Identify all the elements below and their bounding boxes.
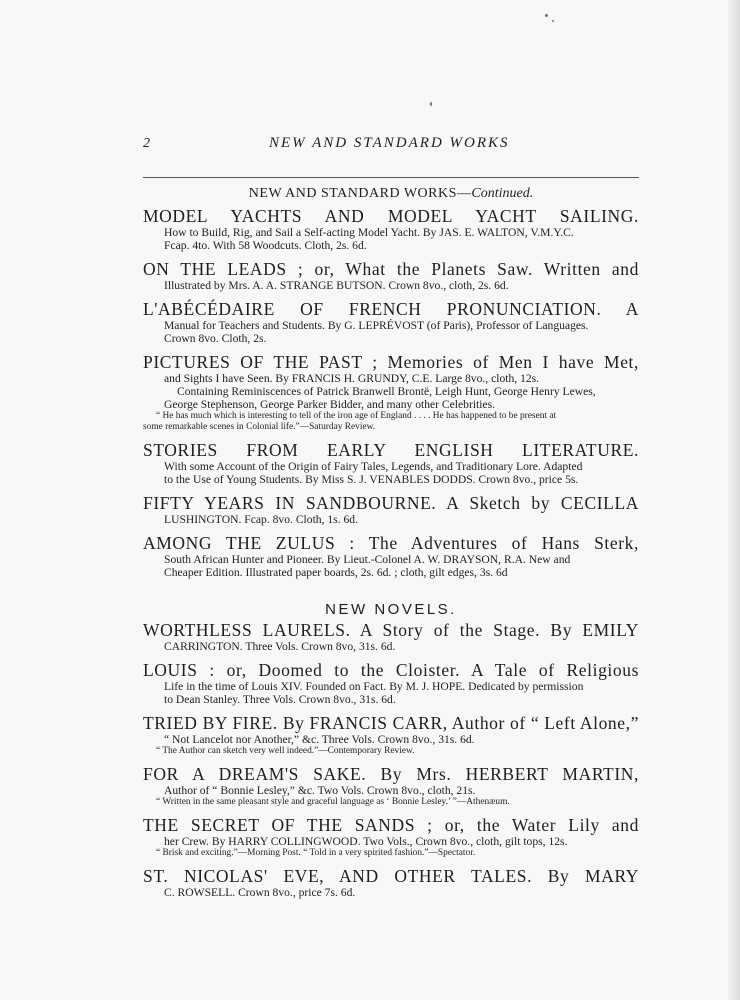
book-title: STORIES FROM EARLY ENGLISH LITERATURE. <box>143 440 639 460</box>
novel-entry <box>143 620 639 653</box>
book-description: George Stephenson, George Parker Bidder, and many other Celebrities. <box>164 398 496 411</box>
book-title: PICTURES OF THE PAST ; Memories of Men I have Met, <box>143 352 639 372</box>
book-entry <box>143 206 639 252</box>
novel-title: TRIED BY FIRE. By FRANCIS CARR, Author of “ Left Alone,” <box>143 713 639 733</box>
book-description: Crown 8vo. Cloth, 2s. <box>164 332 267 345</box>
book-title: FIFTY YEARS IN SANDBOURNE. A Sketch by CECILLA <box>143 493 639 513</box>
novel-description: C. ROWSELL. Crown 8vo., price 7s. 6d. <box>164 886 356 899</box>
novel-description: CARRINGTON. Three Vols. Crown 8vo, 31s. 6d. <box>164 640 396 653</box>
review-quote: some remarkable scenes in Colonial life.”—Saturday Review. <box>143 422 376 432</box>
novel-title: THE SECRET OF THE SANDS ; or, the Water Lily and <box>143 815 639 835</box>
running-title: NEW AND STANDARD WORKS <box>269 135 510 151</box>
page-header <box>143 136 583 154</box>
book-title: L'ABÉCÉDAIRE OF FRENCH PRONUNCIATION. A <box>143 299 639 319</box>
book-entry <box>143 259 639 292</box>
section-title-suffix: Continued. <box>471 186 534 201</box>
book-entry <box>143 352 639 433</box>
print-speck <box>552 20 554 22</box>
header-rule <box>143 177 639 178</box>
novel-entry <box>143 815 639 859</box>
print-speck <box>430 102 432 106</box>
book-description: Illustrated by Mrs. A. A. STRANGE BUTSON. Crown 8vo., cloth, 2s. 6d. <box>164 279 509 292</box>
book-entry <box>143 440 639 486</box>
novel-description: “ Not Lancelot nor Another,” &c. Three Vols. Crown 8vo., 31s. 6d. <box>164 733 475 746</box>
novel-description: Life in the time of Louis XIV. Founded on Fact. By M. J. HOPE. Dedicated by permission <box>164 680 584 693</box>
book-description: Containing Reminiscences of Patrick Branwell Brontë, Leigh Hunt, George Henry Lewes, <box>177 385 596 398</box>
novel-entry <box>143 866 639 899</box>
novel-description: Author of “ Bonnie Lesley,” &c. Two Vols. Crown 8vo., cloth, 21s. <box>164 784 476 797</box>
novel-title: ST. NICOLAS' EVE, AND OTHER TALES. By MARY <box>143 866 639 886</box>
book-description: Cheaper Edition. Illustrated paper boards, 2s. 6d. ; cloth, gilt edges, 3s. 6d <box>164 566 508 579</box>
book-description: to the Use of Young Students. By Miss S. J. VENABLES DODDS. Crown 8vo., price 5s. <box>164 473 579 486</box>
book-entry <box>143 533 639 579</box>
review-quote: “ Brisk and exciting.”—Morning Post. “ Told in a very spirited fashion.”—Spectator. <box>156 848 476 858</box>
novel-description: her Crew. By HARRY COLLINGWOOD. Two Vols., Crown 8vo., cloth, gilt tops, 12s. <box>164 835 568 848</box>
book-title: AMONG THE ZULUS : The Adventures of Hans Sterk, <box>143 533 639 553</box>
page-number: 2 <box>143 136 150 151</box>
section-title-works <box>143 186 639 202</box>
book-description: Fcap. 4to. With 58 Woodcuts. Cloth, 2s. 6d. <box>164 239 367 252</box>
book-description: LUSHINGTON. Fcap. 8vo. Cloth, 1s. 6d. <box>164 513 358 526</box>
page-edge-shadow <box>728 0 740 1000</box>
page-content <box>143 186 639 906</box>
novel-entry <box>143 660 639 706</box>
book-description: South African Hunter and Pioneer. By Lieut.-Colonel A. W. DRAYSON, R.A. New and <box>164 553 571 566</box>
book-description: How to Build, Rig, and Sail a Self-acting Model Yacht. By JAS. E. WALTON, V.M.Y.C. <box>164 226 574 239</box>
book-description: With some Account of the Origin of Fairy Tales, Legends, and Traditionary Lore. Adapted <box>164 460 583 473</box>
book-title: MODEL YACHTS AND MODEL YACHT SAILING. <box>143 206 639 226</box>
novel-title: FOR A DREAM'S SAKE. By Mrs. HERBERT MARTIN, <box>143 764 639 784</box>
book-description: and Sights I have Seen. By FRANCIS H. GRUNDY, C.E. Large 8vo., cloth, 12s. <box>164 372 540 385</box>
novel-title: WORTHLESS LAURELS. A Story of the Stage. By EMILY <box>143 620 639 640</box>
section-title-novels: NEW NOVELS. <box>325 601 457 618</box>
novel-entry <box>143 764 639 808</box>
book-title: ON THE LEADS ; or, What the Planets Saw. Written and <box>143 259 639 279</box>
print-speck <box>545 14 548 17</box>
novel-title: LOUIS : or, Doomed to the Cloister. A Tale of Religious <box>143 660 639 680</box>
novel-description: to Dean Stanley. Three Vols. Crown 8vo., 31s. 6d. <box>164 693 396 706</box>
book-description: Manual for Teachers and Students. By G. LEPRÉVOST (of Paris), Professor of Languages. <box>164 319 589 332</box>
section-title-main: NEW AND STANDARD WORKS— <box>248 186 472 201</box>
novel-entry <box>143 713 639 757</box>
review-quote: “ He has much which is interesting to tell of the iron age of England . . . . He has happened to be present at <box>156 411 557 421</box>
review-quote: “ Written in the same pleasant style and graceful language as ‘ Bonnie Lesley.’ ”—Athenæum. <box>156 797 510 807</box>
book-entry <box>143 493 639 526</box>
review-quote: “ The Author can sketch very well indeed.”—Contemporary Review. <box>156 746 415 756</box>
book-entry <box>143 299 639 345</box>
